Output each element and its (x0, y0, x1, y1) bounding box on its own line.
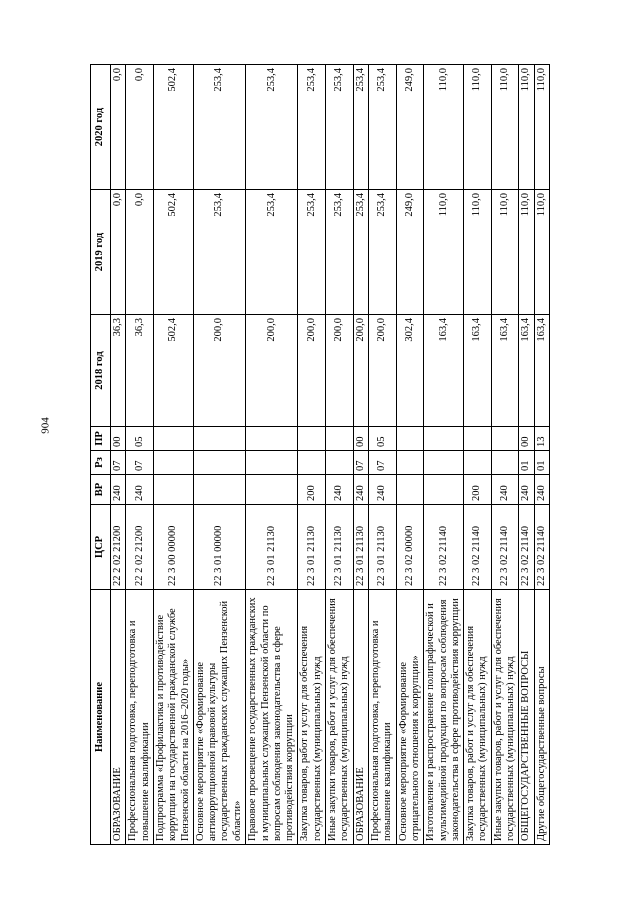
cell-pr (153, 427, 193, 451)
cell-2019: 110,0 (424, 190, 464, 315)
cell-2019: 110,0 (491, 190, 519, 315)
table-row (534, 65, 549, 845)
cell-rz (464, 451, 492, 475)
table-row (246, 65, 298, 845)
cell-2018: 302,4 (396, 315, 424, 427)
cell-pr: 00 (519, 427, 534, 451)
cell-2018: 163,4 (464, 315, 492, 427)
cell-2020: 253,4 (353, 65, 368, 190)
cell-pr (193, 427, 245, 451)
cell-2019: 253,4 (298, 190, 326, 315)
cell-csr: 22 3 02 21140 (519, 505, 534, 590)
cell-vr (246, 475, 298, 505)
cell-2020: 0,0 (126, 65, 154, 190)
cell-csr: 22 3 02 21140 (491, 505, 519, 590)
cell-2018: 163,4 (519, 315, 534, 427)
cell-rz (153, 451, 193, 475)
table-row (464, 65, 492, 845)
cell-rz: 07 (126, 451, 154, 475)
table-row (325, 65, 353, 845)
cell-2020: 110,0 (424, 65, 464, 190)
cell-rz: 01 (519, 451, 534, 475)
col-header-2019: 2019 год (91, 190, 111, 315)
col-header-2018: 2018 год (91, 315, 111, 427)
cell-csr: 22 3 02 21140 (424, 505, 464, 590)
table-row (491, 65, 519, 845)
cell-name: Закупка товаров, работ и услуг для обеспечения государственных (муниципальных) нужд (464, 590, 492, 845)
cell-name: Изготовление и распространение полиграфической и мультимедийной продукции по вопросам соблюдения законодательства в сфере противодействия коррупции (424, 590, 464, 845)
cell-2018: 36,3 (111, 315, 126, 427)
cell-2020: 253,4 (193, 65, 245, 190)
cell-2020: 110,0 (491, 65, 519, 190)
cell-rz: 07 (368, 451, 396, 475)
cell-2019: 253,4 (353, 190, 368, 315)
col-header-name: Наименование (91, 590, 111, 845)
cell-name: Иные закупки товаров, работ и услуг для обеспечения государственных (муниципальных) нужд (491, 590, 519, 845)
cell-rz (298, 451, 326, 475)
cell-csr: 22 3 01 21130 (298, 505, 326, 590)
cell-csr: 22 3 02 00000 (396, 505, 424, 590)
cell-csr: 22 3 01 21130 (325, 505, 353, 590)
cell-pr (246, 427, 298, 451)
cell-rz: 07 (111, 451, 126, 475)
col-header-pr: ПР (91, 427, 111, 451)
cell-pr: 05 (126, 427, 154, 451)
cell-pr: 00 (353, 427, 368, 451)
table-row (111, 65, 126, 845)
cell-name: ОБЩЕГОСУДАРСТВЕННЫЕ ВОПРОСЫ (519, 590, 534, 845)
cell-2020: 253,4 (325, 65, 353, 190)
cell-2018: 163,4 (424, 315, 464, 427)
cell-vr: 240 (353, 475, 368, 505)
cell-2018: 163,4 (534, 315, 549, 427)
table-row (353, 65, 368, 845)
cell-2020: 0,0 (111, 65, 126, 190)
page-number: 904 (39, 417, 52, 434)
cell-pr (424, 427, 464, 451)
cell-rz (424, 451, 464, 475)
cell-csr: 22 3 01 00000 (193, 505, 245, 590)
cell-name: Иные закупки товаров, работ и услуг для обеспечения государственных (муниципальных) нужд (325, 590, 353, 845)
col-header-csr: ЦСР (91, 505, 111, 590)
cell-2018: 200,0 (298, 315, 326, 427)
cell-2019: 110,0 (519, 190, 534, 315)
cell-pr: 00 (111, 427, 126, 451)
cell-csr: 22 3 01 21130 (246, 505, 298, 590)
cell-2019: 110,0 (534, 190, 549, 315)
cell-vr: 240 (534, 475, 549, 505)
cell-pr: 05 (368, 427, 396, 451)
rotated-table-container (90, 65, 550, 845)
cell-name: Другие общегосударственные вопросы (534, 590, 549, 845)
cell-2018: 36,3 (126, 315, 154, 427)
cell-2018: 200,0 (325, 315, 353, 427)
cell-vr: 240 (519, 475, 534, 505)
cell-2019: 0,0 (111, 190, 126, 315)
cell-rz: 07 (353, 451, 368, 475)
cell-vr: 240 (126, 475, 154, 505)
cell-vr (193, 475, 245, 505)
table-row (396, 65, 424, 845)
table-row (424, 65, 464, 845)
cell-csr: 22 2 02 21200 (126, 505, 154, 590)
cell-vr: 240 (368, 475, 396, 505)
cell-vr: 200 (464, 475, 492, 505)
cell-vr (424, 475, 464, 505)
table-row (193, 65, 245, 845)
cell-vr: 200 (298, 475, 326, 505)
cell-pr (298, 427, 326, 451)
cell-2019: 253,4 (368, 190, 396, 315)
cell-2018: 163,4 (491, 315, 519, 427)
cell-vr: 240 (325, 475, 353, 505)
cell-2020: 253,4 (298, 65, 326, 190)
cell-csr: 22 3 02 21140 (464, 505, 492, 590)
cell-rz (325, 451, 353, 475)
table-row (368, 65, 396, 845)
cell-csr: 22 3 00 00000 (153, 505, 193, 590)
cell-vr (396, 475, 424, 505)
cell-name: Основное мероприятие «Формирование антикоррупционной правовой культуры государственных гражданских служащих Пензенской области» (193, 590, 245, 845)
table-row (153, 65, 193, 845)
budget-table (90, 64, 550, 845)
cell-2018: 502,4 (153, 315, 193, 427)
cell-2019: 253,4 (193, 190, 245, 315)
cell-rz (491, 451, 519, 475)
cell-2019: 253,4 (325, 190, 353, 315)
cell-name: Основное мероприятие «Формирование отрицательного отношения к коррупции» (396, 590, 424, 845)
cell-pr (396, 427, 424, 451)
cell-rz (246, 451, 298, 475)
cell-2019: 249,0 (396, 190, 424, 315)
cell-vr: 240 (491, 475, 519, 505)
cell-2019: 0,0 (126, 190, 154, 315)
cell-rz: 01 (534, 451, 549, 475)
cell-2019: 253,4 (246, 190, 298, 315)
cell-pr (464, 427, 492, 451)
cell-2020: 253,4 (368, 65, 396, 190)
cell-vr (153, 475, 193, 505)
cell-2018: 200,0 (246, 315, 298, 427)
cell-pr (491, 427, 519, 451)
cell-2019: 110,0 (464, 190, 492, 315)
cell-name: Профессиональная подготовка, переподготовка и повышение квалификации (368, 590, 396, 845)
cell-name: Профессиональная подготовка, переподготовка и повышение квалификации (126, 590, 154, 845)
cell-csr: 22 2 02 21200 (111, 505, 126, 590)
table-header-row (91, 65, 111, 845)
cell-2020: 110,0 (519, 65, 534, 190)
cell-csr: 22 3 02 21140 (534, 505, 549, 590)
cell-2020: 110,0 (464, 65, 492, 190)
col-header-rz: Рз (91, 451, 111, 475)
table-row (298, 65, 326, 845)
cell-2018: 200,0 (353, 315, 368, 427)
cell-csr: 22 3 01 21130 (368, 505, 396, 590)
cell-rz (193, 451, 245, 475)
cell-2018: 200,0 (368, 315, 396, 427)
cell-csr: 22 3 01 21130 (353, 505, 368, 590)
cell-vr: 240 (111, 475, 126, 505)
table-row (519, 65, 534, 845)
cell-2020: 502,4 (153, 65, 193, 190)
cell-pr (325, 427, 353, 451)
cell-pr: 13 (534, 427, 549, 451)
cell-rz (396, 451, 424, 475)
col-header-2020: 2020 год (91, 65, 111, 190)
cell-2020: 249,0 (396, 65, 424, 190)
cell-name: Правовое просвещение государственных гражданских и муниципальных служащих Пензенской области по вопросам соблюдения законодательства в сфере противодействия коррупции (246, 590, 298, 845)
col-header-vr: ВР (91, 475, 111, 505)
cell-name: ОБРАЗОВАНИЕ (111, 590, 126, 845)
cell-name: Подпрограмма «Профилактика и противодействие коррупции на государственной гражданской службе Пензенской области на 2016–2020 годы» (153, 590, 193, 845)
cell-name: Закупка товаров, работ и услуг для обеспечения государственных (муниципальных) нужд (298, 590, 326, 845)
cell-2020: 253,4 (246, 65, 298, 190)
cell-2018: 200,0 (193, 315, 245, 427)
cell-2019: 502,4 (153, 190, 193, 315)
cell-2020: 110,0 (534, 65, 549, 190)
table-row (126, 65, 154, 845)
cell-name: ОБРАЗОВАНИЕ (353, 590, 368, 845)
